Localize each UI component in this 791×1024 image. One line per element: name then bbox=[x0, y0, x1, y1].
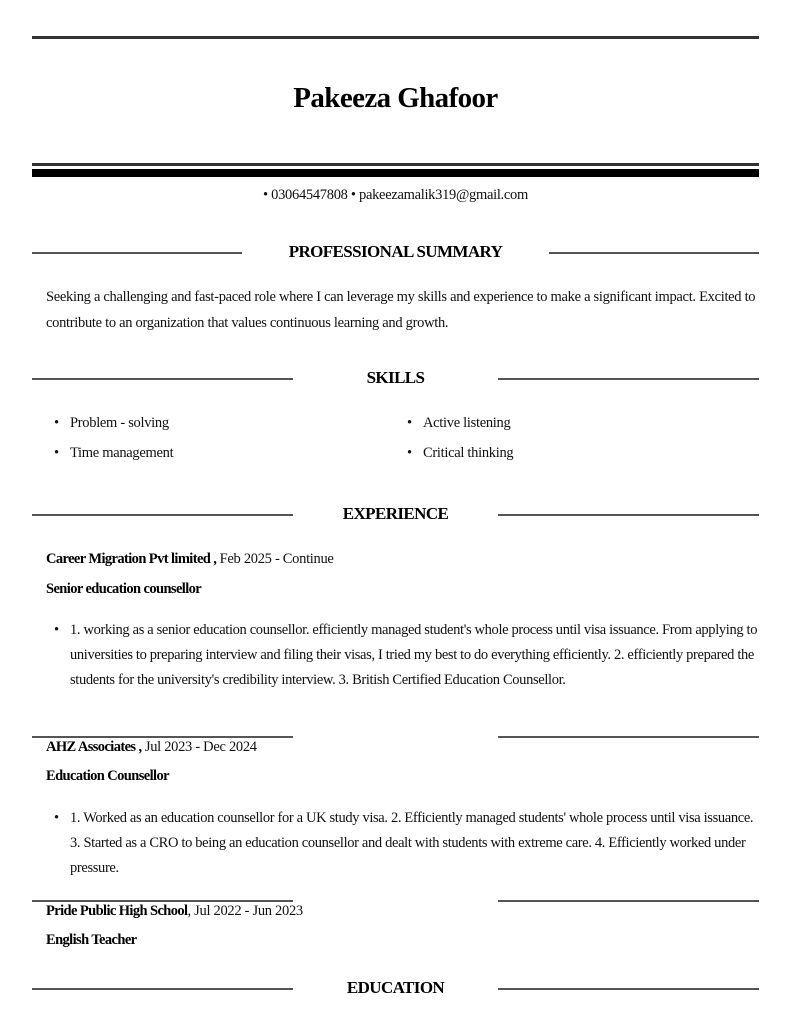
section-rule-right bbox=[498, 378, 759, 380]
bullet-icon: • bbox=[407, 415, 412, 431]
skill-item bbox=[54, 445, 173, 462]
job-company: Career Migration Pvt limited , bbox=[46, 551, 217, 567]
summary-text: Seeking a challenging and fast-paced role where I can leverage my skills and experience to make a significant impact. Excited to contribute to an organization that values continuous learning and growth. bbox=[46, 289, 756, 331]
header-rule-thick bbox=[32, 169, 759, 177]
job-header bbox=[46, 903, 303, 920]
job-company: AHZ Associates , bbox=[46, 739, 142, 755]
job-separator-right bbox=[498, 900, 759, 902]
job-title: Senior education counsellor bbox=[46, 581, 202, 597]
section-title-summary: PROFESSIONAL SUMMARY bbox=[288, 242, 503, 261]
contact-info: • 03064547808 • pakeezamalik319@gmail.com bbox=[263, 187, 528, 203]
job-dates: , Jul 2022 - Jun 2023 bbox=[187, 903, 303, 919]
job-separator-left bbox=[32, 736, 293, 738]
job-dates: Jul 2023 - Dec 2024 bbox=[141, 739, 257, 755]
section-title-skills: SKILLS bbox=[366, 368, 425, 387]
job-separator-left bbox=[32, 900, 293, 902]
skill-label: Critical thinking bbox=[423, 445, 514, 461]
top-rule bbox=[32, 36, 759, 39]
section-rule-right bbox=[498, 514, 759, 516]
bullet-icon: • bbox=[407, 445, 412, 461]
section-title-experience: EXPERIENCE bbox=[342, 504, 449, 523]
job-header bbox=[46, 551, 334, 568]
bullet-icon: • bbox=[54, 810, 59, 826]
job-description-text: 1. Worked as an education counsellor for a UK study visa. 2. Efficiently managed students' whole process until visa issuance. 3. Started as a CRO to being an education counsellor and dealt with students with extreme care. 4. Efficiently worked under pressure. bbox=[70, 810, 754, 876]
section-rule-right bbox=[498, 988, 759, 990]
bullet-icon: • bbox=[54, 445, 59, 461]
skill-item bbox=[407, 415, 510, 432]
section-title-education: EDUCATION bbox=[346, 978, 445, 997]
job-description-text: 1. working as a senior education counsellor. efficiently managed student's whole process until visa issuance. From applying to universities to preparing interview and filing their visas, I tried my best to do everything efficiently. 2. efficiently prepared the students for the university's credibility interview. 3. British Certified Education Counsellor. bbox=[70, 622, 758, 688]
job-description bbox=[54, 618, 762, 693]
skill-item bbox=[407, 445, 513, 462]
candidate-name: Pakeeza Ghafoor bbox=[293, 82, 498, 114]
skill-label: Time management bbox=[70, 445, 174, 461]
section-header-education bbox=[32, 978, 759, 1000]
section-header-summary bbox=[32, 242, 759, 264]
section-rule-right bbox=[549, 252, 759, 254]
job-separator-right bbox=[498, 736, 759, 738]
job-description bbox=[54, 806, 762, 881]
header-rule-thin bbox=[32, 163, 759, 166]
skill-label: Active listening bbox=[423, 415, 511, 431]
section-header-skills bbox=[32, 368, 759, 390]
job-header bbox=[46, 739, 257, 756]
job-title: English Teacher bbox=[46, 932, 137, 948]
bullet-icon: • bbox=[54, 415, 59, 431]
job-dates: Feb 2025 - Continue bbox=[216, 551, 334, 567]
skill-item bbox=[54, 415, 169, 432]
section-header-experience bbox=[32, 504, 759, 526]
skill-label: Problem - solving bbox=[70, 415, 169, 431]
job-title: Education Counsellor bbox=[46, 768, 169, 784]
job-company: Pride Public High School bbox=[46, 903, 188, 919]
bullet-icon: • bbox=[54, 622, 59, 638]
